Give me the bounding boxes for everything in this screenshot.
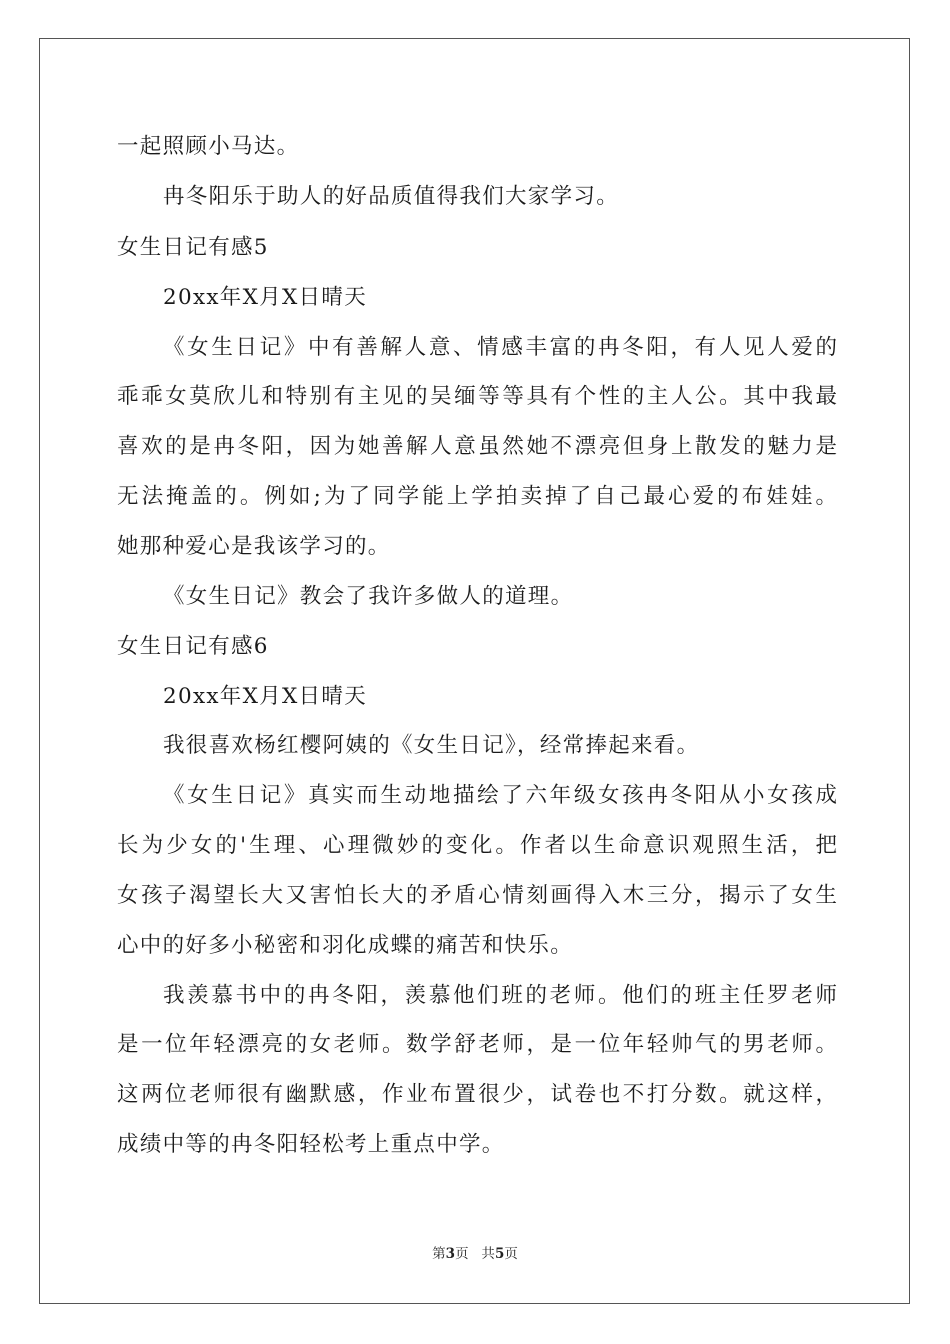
paragraph-line: 乖乖女莫欣儿和特别有主见的吴缅等等具有个性的主人公。其中我最 xyxy=(117,384,837,409)
paragraph-line: 无法掩盖的。例如;为了同学能上学拍卖掉了自己最心爱的布娃娃。 xyxy=(117,484,837,509)
paragraph-line: 我很喜欢杨红樱阿姨的《女生日记》，经常捧起来看。 xyxy=(163,733,700,758)
paragraph-line: 《女生日记》真实而生动地描绘了六年级女孩冉冬阳从小女孩成 xyxy=(163,783,837,808)
page-number-suffix: 页 xyxy=(504,1246,518,1262)
paragraph-line: 成绩中等的冉冬阳轻松考上重点中学。 xyxy=(117,1132,505,1157)
diary-date: 20xx年X月X日晴天 xyxy=(163,684,368,709)
paragraph-line: 女孩子渴望长大又害怕长大的矛盾心情刻画得入木三分，揭示了女生 xyxy=(117,883,837,908)
paragraph-line: 是一位年轻漂亮的女老师。数学舒老师，是一位年轻帅气的男老师。 xyxy=(117,1032,837,1057)
paragraph-line: 我羡慕书中的冉冬阳，羡慕他们班的老师。他们的班主任罗老师 xyxy=(163,983,837,1008)
paragraph-line: 喜欢的是冉冬阳，因为她善解人意虽然她不漂亮但身上散发的魅力是 xyxy=(117,434,837,459)
page-number-current: 3 xyxy=(445,1246,456,1262)
paragraph-line: 长为少女的'生理、心理微妙的变化。作者以生命意识观照生活，把 xyxy=(117,833,837,858)
section-heading: 女生日记有感5 xyxy=(117,235,269,260)
paragraph-line: 《女生日记》中有善解人意、情感丰富的冉冬阳，有人见人爱的 xyxy=(163,335,837,360)
paragraph-line: 《女生日记》教会了我许多做人的道理。 xyxy=(163,584,574,609)
section-heading: 女生日记有感6 xyxy=(117,634,269,659)
paragraph-line: 她那种爱心是我该学习的。 xyxy=(117,534,391,559)
page-border xyxy=(39,38,910,1304)
paragraph-line: 冉冬阳乐于助人的好品质值得我们大家学习。 xyxy=(163,184,620,209)
page-footer xyxy=(0,1245,950,1263)
paragraph-line: 一起照顾小马达。 xyxy=(117,134,300,159)
diary-date: 20xx年X月X日晴天 xyxy=(163,285,368,310)
paragraph-line: 这两位老师很有幽默感，作业布置很少，试卷也不打分数。就这样， xyxy=(117,1082,837,1107)
page-number-mid: 页 共 xyxy=(455,1246,495,1262)
page-number-total: 5 xyxy=(494,1246,505,1262)
page-number-prefix: 第 xyxy=(432,1246,446,1262)
paragraph-line: 心中的好多小秘密和羽化成蝶的痛苦和快乐。 xyxy=(117,933,574,958)
